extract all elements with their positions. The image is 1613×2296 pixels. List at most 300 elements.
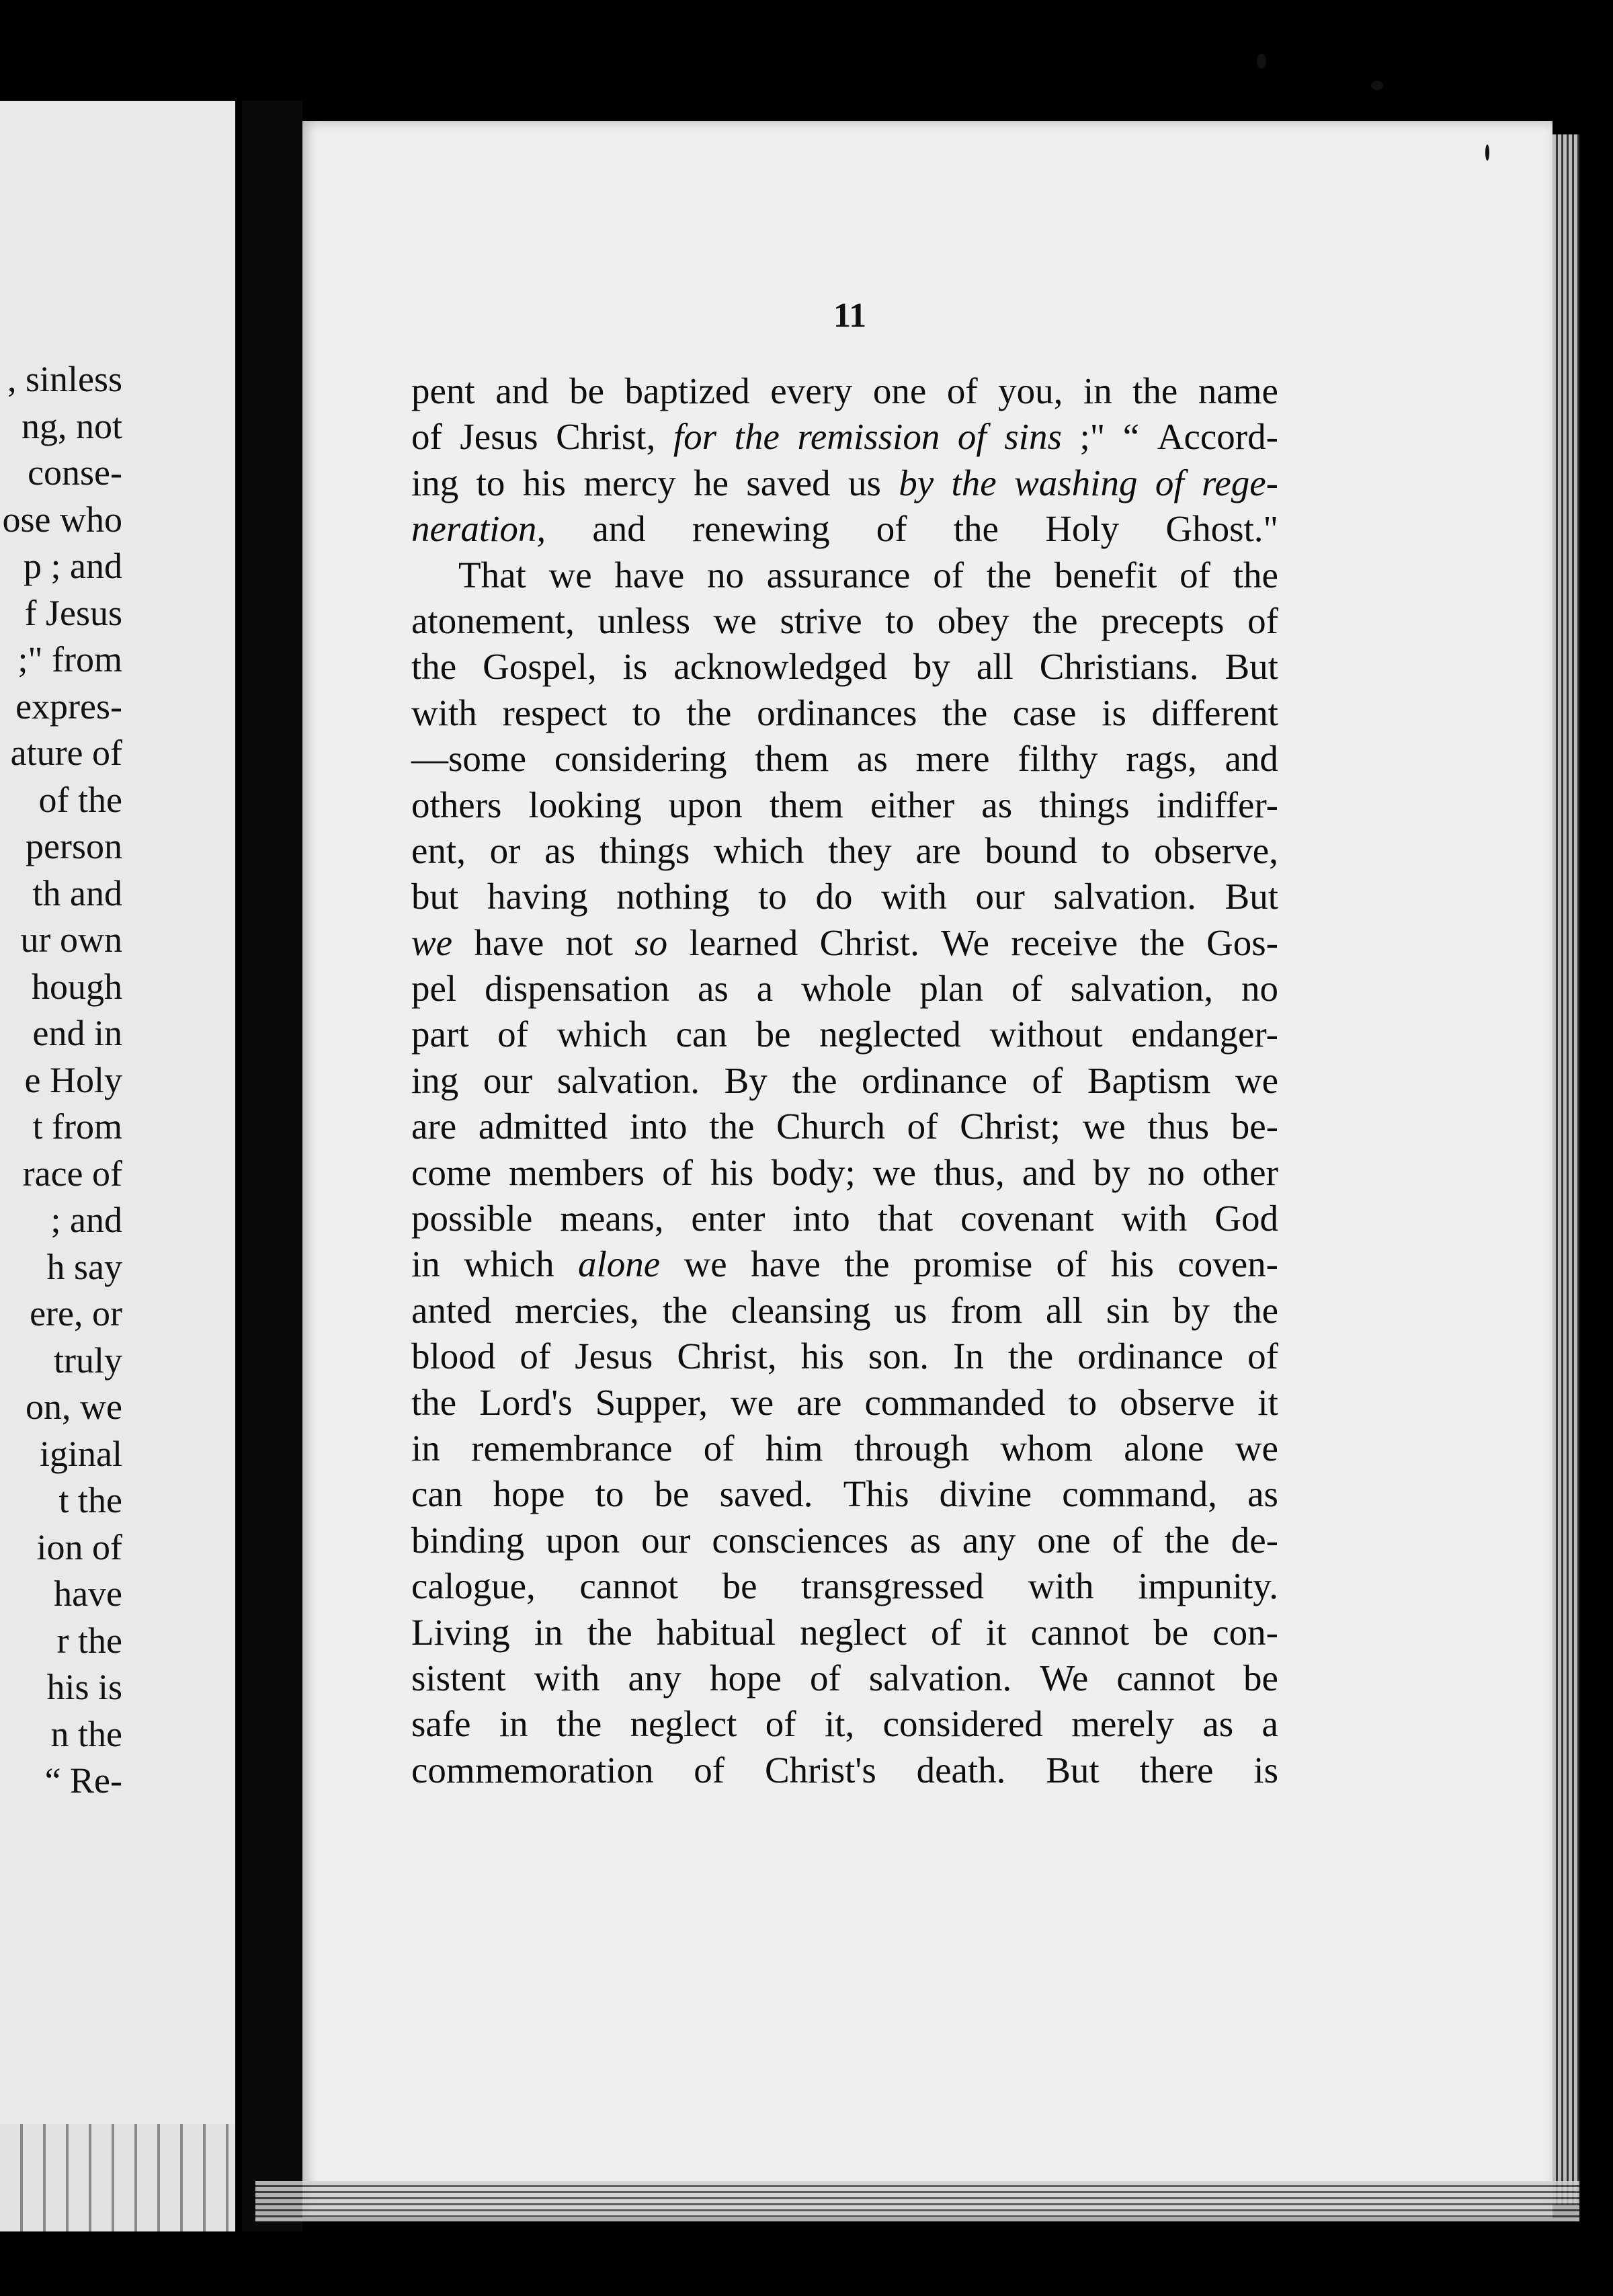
- text-line: [411, 1058, 1278, 1104]
- word: or: [489, 829, 521, 871]
- word: cleansing: [731, 1289, 871, 1331]
- text-line: [411, 552, 1278, 598]
- text-line: [411, 1196, 1278, 1241]
- word: the: [1132, 370, 1178, 411]
- word: through: [854, 1427, 970, 1469]
- word: salvation.: [868, 1657, 1012, 1698]
- text-line: [411, 1012, 1278, 1057]
- word: Church: [776, 1106, 885, 1147]
- word: have: [614, 554, 685, 596]
- word: in: [534, 1611, 563, 1653]
- page-number: 11: [833, 296, 867, 335]
- word: our: [975, 876, 1025, 917]
- word: binding: [411, 1519, 525, 1561]
- word: looking: [528, 784, 642, 825]
- word: But: [1225, 646, 1278, 688]
- word: We: [1040, 1657, 1089, 1698]
- word: upon: [668, 784, 743, 825]
- word: different: [1151, 692, 1278, 733]
- word: be-: [1231, 1106, 1278, 1147]
- word: considering: [554, 738, 727, 780]
- word: of: [411, 416, 442, 458]
- word: and: [1225, 738, 1278, 780]
- word: a: [756, 968, 774, 1010]
- left-page-line: e Holy: [24, 1059, 122, 1100]
- word: washing: [1014, 462, 1138, 503]
- text-line: [411, 874, 1278, 919]
- word: mercies,: [515, 1289, 639, 1331]
- word: be: [722, 1565, 757, 1607]
- word: the: [986, 554, 1032, 596]
- word: saved: [746, 462, 831, 503]
- word: for: [673, 416, 717, 458]
- left-page-line: t the: [58, 1480, 122, 1520]
- word: Living: [411, 1611, 510, 1653]
- word: members: [509, 1151, 645, 1193]
- word: of: [765, 1703, 796, 1745]
- word: thus,: [934, 1151, 1005, 1193]
- word: things: [1039, 784, 1130, 825]
- word: by: [1093, 1151, 1130, 1193]
- word: body;: [771, 1151, 856, 1193]
- left-page-line: have: [54, 1573, 122, 1614]
- word: the: [411, 1381, 457, 1423]
- word: Christ,: [677, 1336, 777, 1377]
- word: it,: [824, 1703, 855, 1745]
- word: benefit: [1054, 554, 1157, 596]
- word: receive: [1011, 921, 1118, 963]
- word: baptized: [624, 370, 750, 411]
- word: with: [881, 876, 947, 917]
- word: and: [1022, 1151, 1076, 1193]
- word: In: [953, 1336, 984, 1377]
- word: part: [411, 1014, 469, 1055]
- word: cannot: [1116, 1657, 1215, 1698]
- word: be: [1243, 1657, 1278, 1698]
- left-page-line: end in: [32, 1013, 122, 1053]
- word: the: [942, 692, 988, 733]
- word: of: [933, 554, 964, 596]
- word: commanded: [864, 1381, 1046, 1423]
- word: admitted: [478, 1106, 608, 1147]
- word: thus: [1147, 1106, 1210, 1147]
- right-page-edge: [1553, 134, 1579, 2205]
- word: with: [411, 692, 477, 733]
- left-page-line: of the: [38, 779, 122, 820]
- word: which: [556, 1014, 648, 1055]
- word: hope: [493, 1473, 565, 1515]
- word: means,: [560, 1198, 664, 1239]
- word: of: [1247, 1336, 1278, 1377]
- word: anted: [411, 1289, 492, 1331]
- word: of: [1032, 1059, 1063, 1101]
- word: you,: [998, 370, 1063, 411]
- word: of: [662, 1151, 693, 1193]
- word: our: [641, 1519, 691, 1561]
- word: in: [499, 1703, 528, 1745]
- word: assurance: [766, 554, 911, 596]
- word: transgressed: [801, 1565, 985, 1607]
- word: sin: [1106, 1289, 1150, 1331]
- left-page-line: “ Re-: [44, 1760, 122, 1801]
- word: his: [800, 1336, 844, 1377]
- word: That: [458, 554, 526, 596]
- word: be: [755, 1014, 791, 1055]
- word: with: [534, 1657, 600, 1698]
- text-line: [411, 1471, 1278, 1517]
- word: Jesus: [460, 416, 538, 458]
- text-line: [411, 644, 1278, 690]
- word: as: [910, 1519, 941, 1561]
- word: in: [411, 1243, 440, 1285]
- text-line: [411, 1150, 1278, 1196]
- word: Gospel,: [483, 646, 597, 688]
- word: as: [698, 968, 729, 1010]
- word: there: [1139, 1749, 1214, 1791]
- ink-speck: [1485, 145, 1489, 161]
- word: death.: [916, 1749, 1006, 1791]
- word: no: [1241, 968, 1278, 1010]
- word: observe,: [1154, 829, 1278, 871]
- word: of: [1180, 554, 1210, 596]
- ink-speck: [1371, 81, 1383, 90]
- word: de-: [1231, 1519, 1278, 1561]
- word: unless: [597, 600, 690, 641]
- bottom-page-edge: [255, 2181, 1579, 2221]
- word: nothing: [616, 876, 730, 917]
- text-line: [411, 1104, 1278, 1149]
- word: the: [953, 508, 999, 550]
- text-line: [411, 1748, 1278, 1793]
- word: we: [411, 921, 453, 963]
- word: pent: [411, 370, 475, 411]
- word: of: [694, 1749, 725, 1791]
- word: his: [710, 1151, 754, 1193]
- left-page-line: p ; and: [24, 546, 122, 586]
- left-page-line: ion of: [36, 1526, 122, 1567]
- word: ent,: [411, 829, 466, 871]
- word: have: [474, 921, 544, 963]
- word: ordinance: [862, 1059, 1007, 1101]
- left-page-line: ur own: [20, 919, 122, 960]
- word: the: [1032, 600, 1078, 641]
- left-page-line: truly: [54, 1340, 122, 1381]
- word: the: [709, 1106, 755, 1147]
- left-page-line: f Jesus: [24, 592, 122, 633]
- word: to: [1101, 829, 1130, 871]
- word: our: [483, 1059, 533, 1101]
- word: of: [907, 1106, 938, 1147]
- word: the: [844, 1243, 890, 1285]
- word: all: [976, 646, 1014, 688]
- word: of: [957, 416, 987, 458]
- left-page-line: n the: [50, 1713, 122, 1754]
- word: commemoration: [411, 1749, 654, 1791]
- word: in: [411, 1427, 440, 1469]
- left-page-line: expres-: [15, 686, 122, 727]
- word: ing: [411, 1059, 459, 1101]
- word: promise: [913, 1243, 1033, 1285]
- word: merely: [1071, 1703, 1174, 1745]
- word: We: [941, 921, 990, 963]
- word: without: [989, 1014, 1103, 1055]
- left-page-line: th and: [32, 872, 122, 913]
- word: as: [1202, 1703, 1234, 1745]
- word: salvation,: [1070, 968, 1214, 1010]
- word: considered: [882, 1703, 1043, 1745]
- word: son.: [868, 1336, 929, 1377]
- word: respect: [502, 692, 608, 733]
- word: his: [522, 462, 566, 503]
- word: so: [634, 921, 668, 963]
- word: the: [587, 1611, 632, 1653]
- word: enter: [691, 1198, 766, 1239]
- text-line: [411, 506, 1278, 552]
- word: command,: [1062, 1473, 1217, 1515]
- word: But: [1225, 876, 1278, 917]
- word: we: [1235, 1059, 1278, 1101]
- text-line: [411, 736, 1278, 782]
- word: ordinances: [757, 692, 917, 733]
- word: salvation.: [556, 1059, 700, 1101]
- word: rags,: [1126, 738, 1197, 780]
- word: from: [950, 1289, 1023, 1331]
- ink-speck: [1257, 54, 1266, 69]
- word: God: [1214, 1198, 1278, 1239]
- word: the: [734, 416, 780, 458]
- word: mere: [915, 738, 990, 780]
- word: not: [565, 921, 613, 963]
- word: as: [981, 784, 1013, 825]
- text-line: [411, 414, 1278, 460]
- word: the: [411, 646, 457, 688]
- left-page-line: iginal: [40, 1433, 122, 1474]
- text-line: [411, 1518, 1278, 1563]
- word: hope: [710, 1657, 782, 1698]
- word: is: [622, 646, 648, 688]
- word: can: [411, 1473, 463, 1515]
- left-page-line: conse-: [28, 452, 122, 493]
- word: Christians.: [1039, 646, 1199, 688]
- word: every: [770, 370, 853, 411]
- word: covenant: [960, 1198, 1094, 1239]
- word: the: [1233, 554, 1278, 596]
- word: sins: [1004, 416, 1062, 458]
- word: of: [1011, 968, 1042, 1010]
- word: which: [464, 1243, 554, 1285]
- word: of: [810, 1657, 841, 1698]
- word: of: [1056, 1243, 1087, 1285]
- word: neration,: [411, 508, 546, 550]
- left-page-line: person: [26, 826, 122, 866]
- word: neglect: [800, 1611, 907, 1653]
- left-page-fragment: [0, 101, 235, 2231]
- word: whole: [801, 968, 892, 1010]
- word: salvation.: [1053, 876, 1196, 917]
- word: acknowledged: [673, 646, 887, 688]
- word: no: [1147, 1151, 1185, 1193]
- word: other: [1202, 1151, 1278, 1193]
- word: of: [1112, 1519, 1143, 1561]
- text-line: [411, 966, 1278, 1012]
- word: others: [411, 784, 502, 825]
- word: in: [1083, 370, 1112, 411]
- word: whom: [1000, 1427, 1093, 1469]
- text-line: [411, 1380, 1278, 1426]
- word: come: [411, 1151, 492, 1193]
- book-gutter: [242, 101, 302, 2231]
- word: indiffer-: [1156, 784, 1278, 825]
- word: Christ's: [764, 1749, 876, 1791]
- word: case: [1012, 692, 1077, 733]
- word: any: [962, 1519, 1016, 1561]
- word: all: [1045, 1289, 1083, 1331]
- word: safe: [411, 1703, 471, 1745]
- word: we: [872, 1151, 917, 1193]
- word: which: [713, 829, 804, 871]
- text-line: [411, 782, 1278, 828]
- text-line: [411, 828, 1278, 874]
- word: us: [847, 462, 881, 503]
- word: with: [1121, 1198, 1188, 1239]
- word: the: [792, 1059, 837, 1101]
- word: mercy: [583, 462, 676, 503]
- word: sistent: [411, 1657, 506, 1698]
- word: and: [592, 508, 646, 550]
- word: neglect: [630, 1703, 737, 1745]
- left-page-line: on, we: [26, 1387, 122, 1427]
- word: Accord-: [1157, 416, 1278, 458]
- word: calogue,: [411, 1565, 536, 1607]
- word: observe: [1120, 1381, 1235, 1423]
- left-page-edge: [0, 2124, 235, 2231]
- word: con-: [1212, 1611, 1278, 1653]
- word: ing: [411, 462, 459, 503]
- word: name: [1198, 370, 1278, 411]
- left-page-text: [3, 356, 122, 1805]
- word: be: [569, 370, 605, 411]
- word: ordinance: [1077, 1336, 1224, 1377]
- word: is: [1253, 1749, 1278, 1791]
- word: his: [1110, 1243, 1154, 1285]
- text-line: [411, 1241, 1278, 1287]
- word: cannot: [579, 1565, 679, 1607]
- word: any: [628, 1657, 681, 1698]
- word: Gos-: [1206, 921, 1278, 963]
- word: This: [843, 1473, 909, 1515]
- word: Christ.: [819, 921, 919, 963]
- word: blood: [411, 1336, 496, 1377]
- word: endanger-: [1131, 1014, 1278, 1055]
- word: dispensation: [485, 968, 670, 1010]
- word: precepts: [1101, 600, 1225, 641]
- left-page-line: ose who: [2, 499, 122, 540]
- word: as: [1247, 1473, 1278, 1515]
- left-page-line: t from: [32, 1106, 122, 1147]
- word: no: [706, 554, 744, 596]
- word: one: [1037, 1519, 1091, 1561]
- word: can: [675, 1014, 727, 1055]
- word: is: [1102, 692, 1126, 733]
- word: that: [877, 1198, 934, 1239]
- word: to: [1068, 1381, 1098, 1423]
- word: into: [629, 1106, 688, 1147]
- left-page-line: , sinless: [7, 359, 122, 399]
- word: Jesus: [575, 1336, 653, 1377]
- word: bound: [985, 829, 1077, 871]
- word: remembrance: [471, 1427, 673, 1469]
- word: divine: [939, 1473, 1032, 1515]
- word: renewing: [692, 508, 830, 550]
- word: “: [1122, 416, 1140, 458]
- text-line: [411, 1610, 1278, 1655]
- left-page-line: race of: [22, 1153, 122, 1194]
- text-line: [411, 1426, 1278, 1471]
- word: plan: [919, 968, 984, 1010]
- word: of: [1247, 600, 1278, 641]
- word: By: [724, 1059, 768, 1101]
- word: upon: [546, 1519, 620, 1561]
- left-page-line: ;" from: [17, 639, 122, 680]
- left-page-line: ng, not: [21, 405, 122, 446]
- word: alone: [1124, 1427, 1204, 1469]
- word: —some: [411, 738, 527, 780]
- word: Lord's: [479, 1381, 573, 1423]
- word: are: [411, 1106, 457, 1147]
- text-line: [411, 1334, 1278, 1379]
- left-page-line: r the: [56, 1620, 122, 1661]
- word: into: [792, 1198, 850, 1239]
- word: Ghost.": [1165, 508, 1278, 550]
- word: Christ;: [960, 1106, 1061, 1147]
- word: the: [686, 692, 732, 733]
- word: Supper,: [595, 1381, 708, 1423]
- word: of: [946, 370, 978, 411]
- word: consciences: [712, 1519, 889, 1561]
- word: atonement,: [411, 600, 575, 641]
- left-page-line: ere, or: [30, 1293, 122, 1334]
- word: he: [694, 462, 729, 503]
- word: do: [815, 876, 853, 917]
- text-line: [411, 1701, 1278, 1747]
- word: either: [870, 784, 955, 825]
- word: But: [1046, 1749, 1100, 1791]
- word: alone: [577, 1243, 661, 1285]
- word: of: [931, 1611, 962, 1653]
- word: by: [1172, 1289, 1210, 1331]
- word: one: [872, 370, 927, 411]
- word: of: [520, 1336, 551, 1377]
- word: ;": [1079, 416, 1106, 458]
- word: it: [1257, 1381, 1278, 1423]
- word: the: [1164, 1519, 1210, 1561]
- left-page-line: ature of: [10, 733, 122, 773]
- word: neglected: [819, 1014, 961, 1055]
- text-line: [411, 460, 1278, 506]
- text-line: [411, 920, 1278, 966]
- word: them: [769, 784, 843, 825]
- word: by: [899, 462, 934, 503]
- word: we: [731, 1381, 774, 1423]
- word: coven-: [1177, 1243, 1278, 1285]
- word: him: [766, 1427, 823, 1469]
- word: us: [894, 1289, 927, 1331]
- word: the: [556, 1703, 602, 1745]
- word: pel: [411, 968, 457, 1010]
- word: are: [915, 829, 961, 871]
- word: Christ,: [556, 416, 656, 458]
- word: of: [876, 508, 907, 550]
